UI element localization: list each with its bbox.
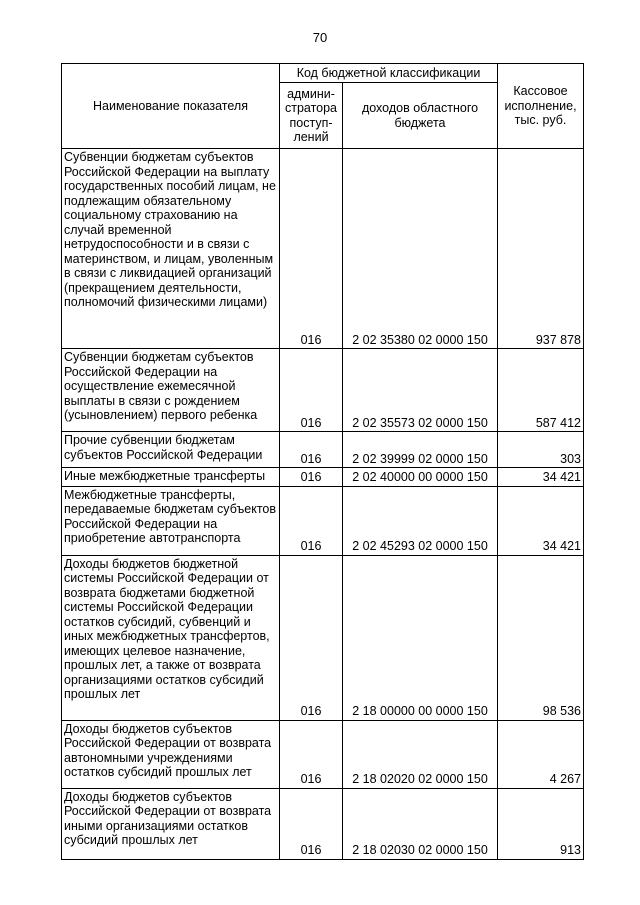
row-name: Субвенции бюджетам субъектов Российской Федерации на осуществление ежемесячной выплаты в связи с рождением (усыновлением) первого ребенка [62, 349, 280, 432]
row-amount: 913 [498, 788, 584, 859]
row-name: Доходы бюджетов субъектов Российской Федерации от возврата автономными учреждениями остатков субсидий прошлых лет [64, 721, 272, 779]
row-name-cell [62, 720, 280, 788]
row-name: Доходы бюджетов бюджетной системы Российской Федерации от возврата бюджетами бюджетной системы Российской Федерации остатков субсидий, субвенций и иных межбюджетных трансфертов, имеющих целевое назначение, прошлых лет, а также от возврата организациями остатков субсидий прошлых лет [62, 555, 280, 720]
row-kbk-code: 2 02 40000 00 0000 150 [343, 468, 498, 487]
row-kbk-code: 2 18 02030 02 0000 150 [343, 788, 498, 859]
table-row [62, 349, 584, 432]
row-admin-code: 016 [280, 720, 343, 788]
row-admin-code: 016 [280, 349, 343, 432]
table-row [62, 149, 584, 349]
row-amount: 587 412 [498, 349, 584, 432]
row-amount: 34 421 [498, 486, 584, 555]
page-number: 70 [312, 30, 328, 45]
row-admin-code: 016 [280, 432, 343, 468]
table-row [62, 432, 584, 468]
table-row [62, 486, 584, 555]
row-amount: 34 421 [498, 468, 584, 487]
row-kbk-code: 2 02 35380 02 0000 150 [343, 149, 498, 349]
header-kbk-group: Код бюджетной классификации [280, 64, 498, 83]
row-kbk-code: 2 02 35573 02 0000 150 [343, 349, 498, 432]
row-name: Межбюджетные трансферты, передаваемые бюджетам субъектов Российской Федерации на приобретение автотранспорта [62, 486, 280, 555]
row-amount: 303 [498, 432, 584, 468]
header-name: Наименование показателя [62, 64, 280, 149]
table-row [62, 555, 584, 720]
row-admin-code: 016 [280, 149, 343, 349]
row-name: Иные межбюджетные трансферты [62, 468, 280, 487]
header-admin: админи-стратора поступ-лений [280, 83, 343, 149]
row-kbk-code: 2 18 02020 02 0000 150 [343, 720, 498, 788]
row-kbk-code: 2 18 00000 00 0000 150 [343, 555, 498, 720]
row-admin-code: 016 [280, 468, 343, 487]
row-kbk-code: 2 02 45293 02 0000 150 [343, 486, 498, 555]
row-amount: 4 267 [498, 720, 584, 788]
budget-table [61, 63, 584, 860]
table-row [62, 468, 584, 487]
row-amount: 98 536 [498, 555, 584, 720]
row-name: Доходы бюджетов субъектов Российской Федерации от возврата иными организациями остатков субсидий прошлых лет [62, 788, 280, 859]
row-amount: 937 878 [498, 149, 584, 349]
table-row [62, 720, 584, 788]
table-row [62, 788, 584, 859]
row-admin-code: 016 [280, 555, 343, 720]
row-kbk-code: 2 02 39999 02 0000 150 [343, 432, 498, 468]
row-admin-code: 016 [280, 788, 343, 859]
row-admin-code: 016 [280, 486, 343, 555]
header-revenue: доходов областного бюджета [343, 83, 498, 149]
row-name: Прочие субвенции бюджетам субъектов Российской Федерации [62, 432, 280, 468]
header-amount: Кассовое исполнение, тыс. руб. [498, 64, 584, 149]
row-name: Субвенции бюджетам субъектов Российской Федерации на выплату государственных пособий лицам, не подлежащим обязательному социальному страхованию на случай временной нетрудоспособности и в связи с материнством, и лицам, уволенным в связи с ликвидацией организаций (прекращением деятельности, полномочий физическими лицами) [62, 149, 280, 349]
